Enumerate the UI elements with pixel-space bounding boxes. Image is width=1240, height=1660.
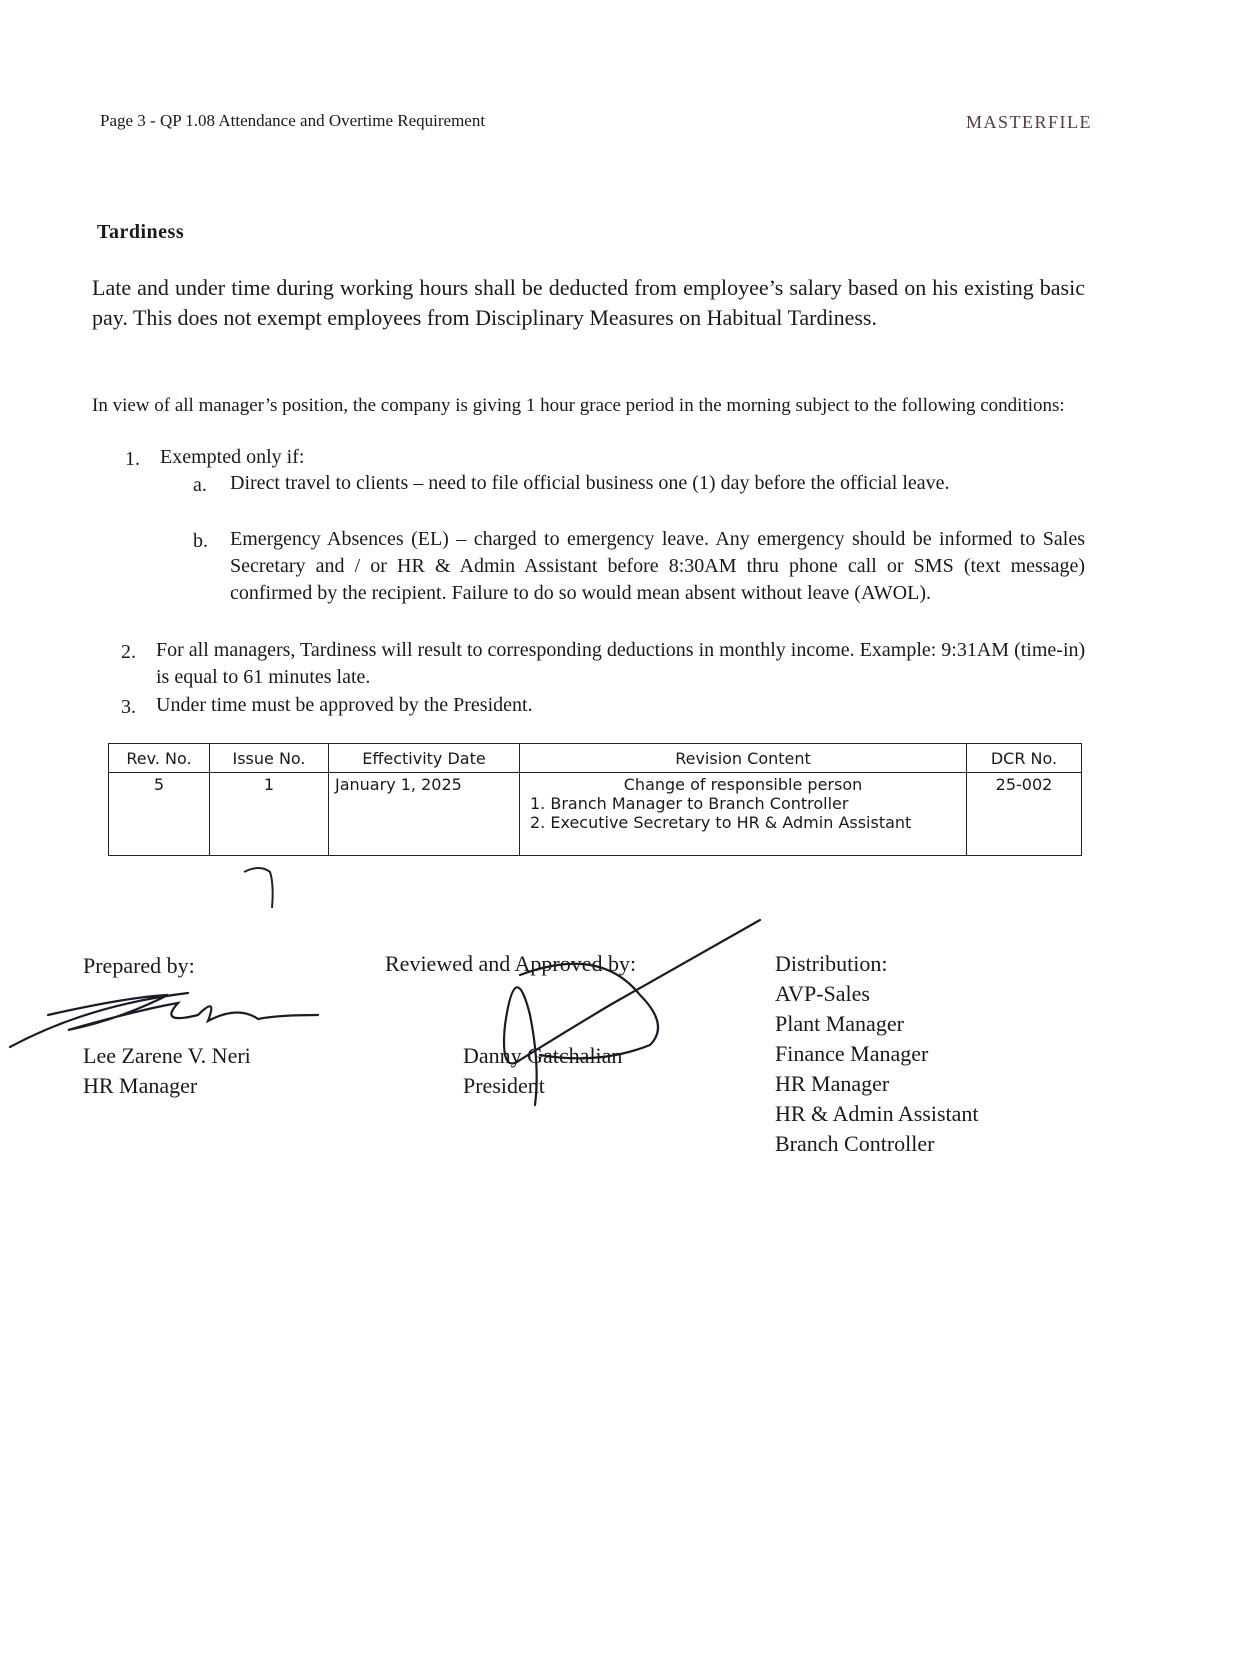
col-header-effectivity-date: Effectivity Date [329, 744, 520, 773]
cell-revision-content [520, 773, 967, 856]
reviewed-by-title: President [463, 1073, 545, 1098]
handwritten-mark [240, 862, 280, 912]
cell-dcr-no: 25-002 [967, 773, 1082, 856]
table-row [109, 773, 1082, 856]
reviewed-by-label: Reviewed and Approved by: [385, 951, 637, 976]
col-header-rev-no: Rev. No. [109, 744, 210, 773]
col-header-revision-content: Revision Content [520, 744, 967, 773]
col-header-dcr-no: DCR No. [967, 744, 1082, 773]
revision-table [108, 743, 1082, 856]
sub-item-letter: b. [193, 530, 208, 552]
col-header-issue-no: Issue No. [210, 744, 329, 773]
distribution-item: Branch Controller [775, 1131, 935, 1156]
distribution-item: Finance Manager [775, 1041, 929, 1066]
prepared-by-name: Lee Zarene V. Neri [83, 1043, 251, 1068]
list-item-text: Exempted only if: [160, 446, 305, 468]
cell-effectivity-date: January 1, 2025 [329, 773, 520, 856]
sub-item-text: Emergency Absences (EL) – charged to emergency leave. Any emergency should be informed to Sales Secretary and / or HR & Admin Assistant before 8:30AM thru phone call or SMS (text message) confirmed by the recipient. Failure to do so would mean absent without leave (AWOL). [230, 528, 1085, 604]
distribution-item: HR Manager [775, 1071, 890, 1096]
section-title: Tardiness [97, 221, 185, 243]
list-item-number: 2. [121, 641, 136, 663]
prepared-by-label: Prepared by: [83, 953, 195, 978]
revision-content-title: Change of responsible person [623, 775, 863, 794]
cell-rev-no: 5 [109, 773, 210, 856]
prepared-signature [8, 975, 328, 1050]
distribution-label: Distribution: [775, 951, 888, 976]
cell-issue-no: 1 [210, 773, 329, 856]
prepared-by-title: HR Manager [83, 1073, 198, 1098]
masterfile-label: MASTERFILE [965, 112, 1092, 132]
paragraph-grace-period: In view of all manager’s position, the company is giving 1 hour grace period in the morning subject to the following conditions: [92, 395, 1065, 416]
revision-content-line: 2. Executive Secretary to HR & Admin Assistant [530, 813, 912, 832]
sub-item-text: Direct travel to clients – need to file official business one (1) day before the official leave. [230, 472, 950, 494]
list-item-text: Under time must be approved by the President. [156, 694, 533, 716]
sub-item-letter: a. [193, 474, 207, 496]
list-item-number: 3. [121, 696, 136, 718]
distribution-list [775, 949, 979, 1159]
revision-content-line: 1. Branch Manager to Branch Controller [530, 794, 849, 813]
list-item-text: For all managers, Tardiness will result to corresponding deductions in monthly income. Example: 9:31AM (time-in) is equal to 61 minutes late. [156, 639, 1086, 688]
table-header-row [109, 744, 1082, 773]
paragraph-tardiness: Late and under time during working hours shall be deducted from employee’s salary based on his existing basic pay. This does not exempt employees from Disciplinary Measures on Habitual Tardiness. [92, 275, 1085, 330]
distribution-item: Plant Manager [775, 1011, 904, 1036]
reviewed-by-name: Danny Gatchalian [463, 1043, 623, 1068]
page-header: Page 3 - QP 1.08 Attendance and Overtime Requirement [100, 111, 486, 130]
distribution-item: AVP-Sales [775, 981, 870, 1006]
list-item-number: 1. [125, 448, 140, 470]
distribution-item: HR & Admin Assistant [775, 1101, 979, 1126]
